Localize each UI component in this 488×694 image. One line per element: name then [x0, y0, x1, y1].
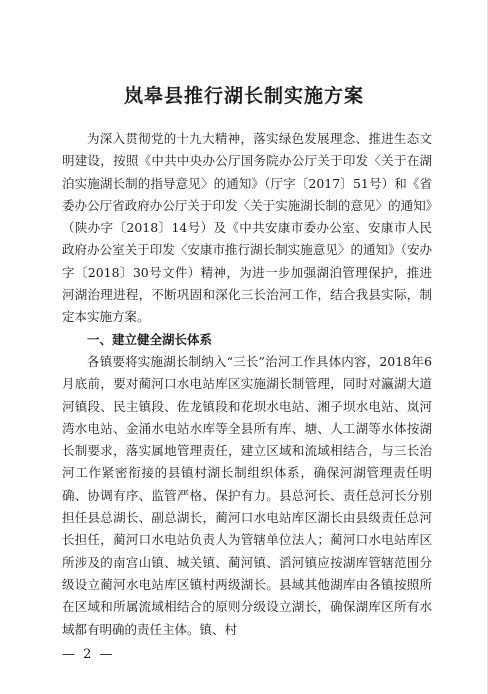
intro-paragraph: 为深入贯彻党的十九大精神，落实绿色发展理念、推进生态文明建设，按照《中共中央办公厅国务院办公厅关于印发〈关于在湖泊实施湖长制的指导意见〉的通知》（厅字〔2017〕51号）和《省委办公厅省政府办公厅关于印发〈关于实施湖长制的意见〉的通知》（陕办字〔2018〕14号）及《中共安康市委办公室、安康市人民政府办公室关于印发〈安康市推行湖长制实施意见〉的通知》（安办字〔2018〕30号文件）精神，为进一步加强湖泊管理保护，推进河湖治理进程，不断巩固和深化三长治河工作，结合我县实际，制定本实施方案。 [62, 131, 432, 325]
document-body [62, 128, 432, 641]
document-title: 岚皋县推行湖长制实施方案 [123, 85, 364, 107]
section-paragraph: 各镇要将实施湖长制纳入“三长”治河工作具体内容，2018年6月底前，要对蔺河口水电站库区实施湖长制管理，同时对瀛湖大道河镇段、民主镇段、佐龙镇段和花坝水电站、湘子坝水电站、岚河湾水电站、金涌水电站水库等全县所有库、塘、人工湖等水体按湖长制要求，落实属地管理责任，建立区域和流域相结合，与三长治河工作紧密衔接的县镇村湖长制组织体系，确保河湖管理责任明确、协调有序、监管严格、保护有力。县总河长、责任总河长分别担任县总湖长、副总湖长，蔺河口水电站库区湖长由县级责任总河长担任，蔺河口水电站负责人为管辖单位法人；蔺河口水电站库区所涉及的南宫山镇、城关镇、蔺河镇、滔河镇应按湖库管辖范围分级设立蔺河水电站库区镇村两级湖长。县域其他湖库由各镇按照所在区域和所属流域相结合的原则分级设立湖长，确保湖库区所有水域都有明确的责任主体。镇、村 [62, 353, 432, 637]
section-heading: 一、建立健全湖长体系 [87, 331, 213, 347]
page-number: — 2 — [62, 647, 115, 662]
